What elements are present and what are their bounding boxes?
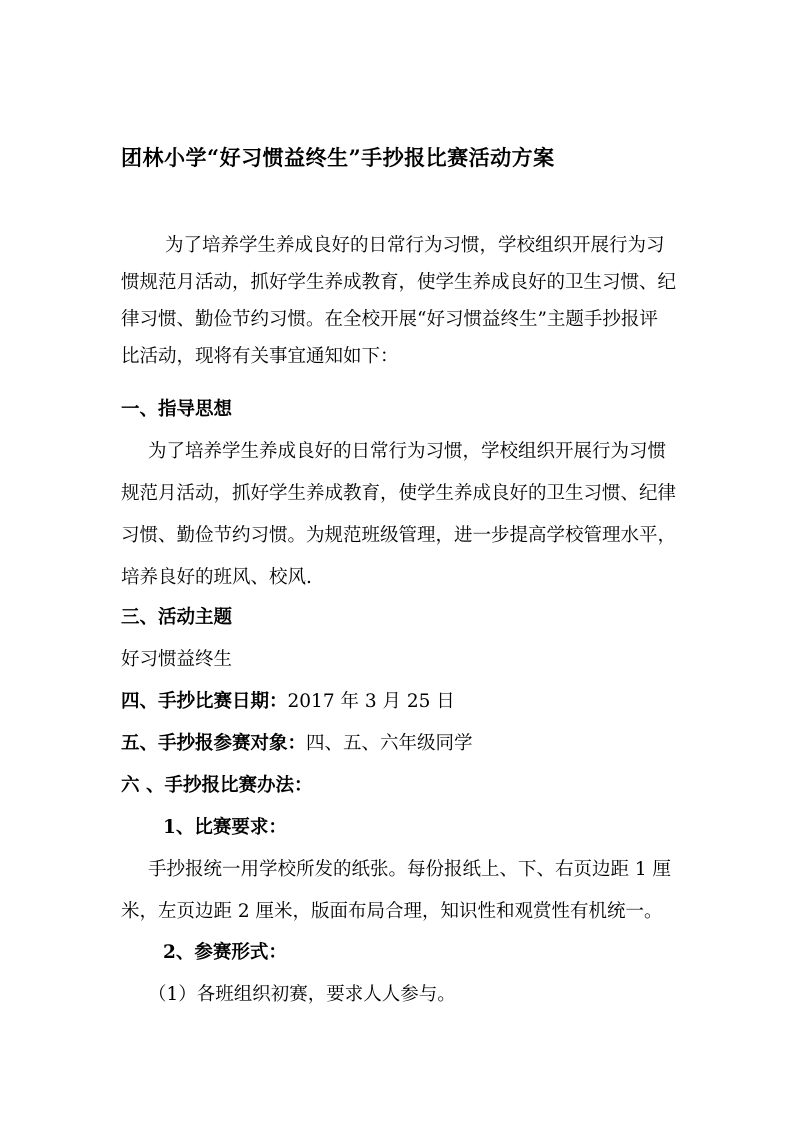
- subsection-2-item-1: （1）各班组织初赛，要求人人参与。: [148, 984, 456, 1005]
- section-6-heading: 六 、手抄报比赛办法：: [121, 775, 313, 796]
- intro-line-3: 律习惯、勤俭节约习惯。在全校开展“好习惯益终生”主题手抄报评: [121, 309, 658, 330]
- section-1-line-4: 培养良好的班风、校风.: [121, 567, 312, 588]
- section-1-heading: 一、指导思想: [121, 399, 233, 420]
- section-5-heading: 五、手抄报参赛对象：: [121, 733, 307, 754]
- section-3-text: 好习惯益终生: [121, 649, 233, 670]
- subsection-1-line-2: 米，左页边距 2 厘米，版面布局合理，知识性和观赏性有机统一。: [121, 901, 663, 922]
- section-4-row: [121, 690, 455, 714]
- subsection-1-heading: 1、比赛要求：: [163, 817, 287, 838]
- section-5-value: 四、五、六年级同学: [306, 733, 473, 754]
- section-5-row: [121, 732, 473, 756]
- section-1-line-2: 规范月活动，抓好学生养成教育，使学生养成良好的卫生习惯、纪律: [121, 483, 677, 504]
- document-title: 团林小学“好习惯益终生”手抄报比赛活动方案: [121, 145, 555, 170]
- intro-line-4: 比活动，现将有关事宜通知如下：: [121, 346, 399, 367]
- intro-line-1: 为了培养学生养成良好的日常行为习惯，学校组织开展行为习: [165, 235, 665, 256]
- section-1-line-1: 为了培养学生养成良好的日常行为习惯，学校组织开展行为习惯: [148, 441, 667, 462]
- subsection-2-heading: 2、参赛形式：: [163, 942, 287, 963]
- intro-line-2: 惯规范月活动，抓好学生养成教育，使学生养成良好的卫生习惯、纪: [121, 272, 677, 293]
- section-3-heading: 三、活动主题: [121, 607, 233, 628]
- section-4-heading: 四、手抄比赛日期：: [121, 691, 288, 712]
- section-1-line-3: 习惯、勤俭节约习惯。为规范班级管理，进一步提高学校管理水平，: [121, 525, 677, 546]
- subsection-1-line-1: 手抄报统一用学校所发的纸张。每份报纸上、下、右页边距 1 厘: [148, 859, 672, 880]
- section-4-value: 2017 年 3 月 25 日: [287, 691, 455, 712]
